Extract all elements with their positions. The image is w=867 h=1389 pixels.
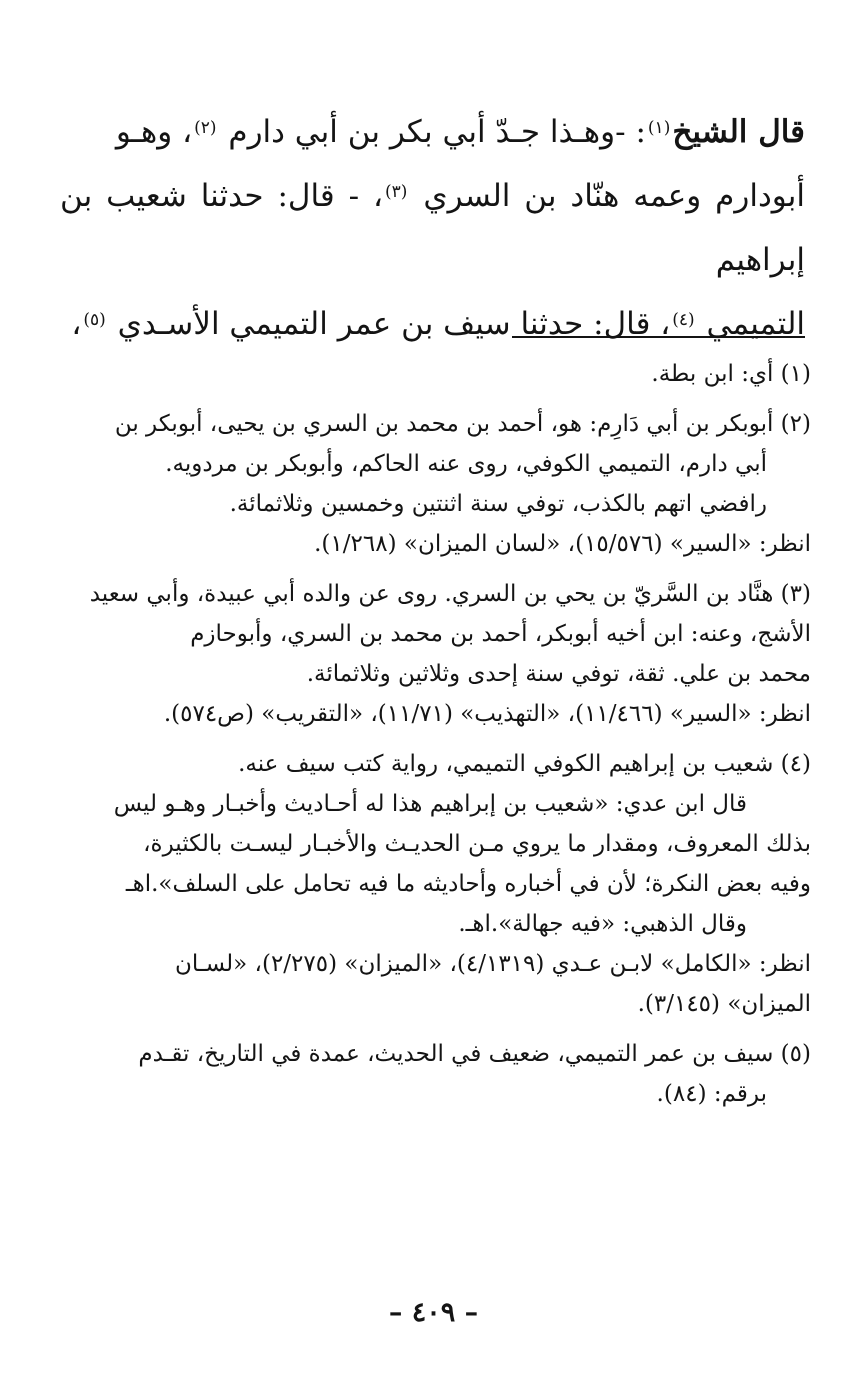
shaykh-label: قال الشيخ [672, 114, 805, 150]
footnote-line: بذلك المعروف، ومقدار ما يروي مـن الحديـث والأخبـار ليسـت بالكثيرة، [143, 831, 811, 857]
footnote-line: وفيه بعض النكرة؛ لأن في أخباره وأحاديثه ما فيه تحامل على السلف».اهـ [125, 871, 811, 897]
footnote-line: قال ابن عدي: «شعيب بن إبراهيم هذا له أحـاديث وأخبـار وهـو ليس [113, 791, 747, 817]
footnote-line: الأشج، وعنه: ابن أخيه أبوبكر، أحمد بن محمد بن السري، وأبوحازم [190, 621, 811, 647]
main-text-segment: أبودارم وعمه هنّاد بن السري [423, 178, 806, 214]
main-text-segment: ، وهـو [115, 114, 193, 150]
footnote-ref-1: (١) [647, 118, 671, 138]
footnote-line: (٤) شعيب بن إبراهيم الكوفي التميمي، رواية كتب سيف عنه. [238, 751, 811, 777]
footnote-4 [56, 744, 811, 1024]
main-text-segment: ، - قال: حدثنا شعيب بن إبراهيم [60, 178, 805, 278]
footnote-ref-3: (٣) [385, 182, 408, 202]
footnote-line: (٢) أبوبكر بن أبي دَارِم: هو، أحمد بن محمد بن السري بن يحيى، أبوبكر بن [114, 411, 811, 437]
footnote-line: انظر: «الكامل» لابـن عـدي (٤/١٣١٩)، «الميزان» (٢/٢٧٥)، «لسـان [174, 951, 811, 977]
footnote-ref-5: (٥) [83, 310, 106, 330]
main-text [60, 100, 805, 356]
footnote-3 [56, 574, 811, 734]
page-number: – ٤٠٩ – [388, 1297, 479, 1328]
footnote-line: رافضي اتهم بالكذب، توفي سنة اثنتين وخمسين وثلاثمائة. [229, 491, 767, 517]
footnote-line: الميزان» (٣/١٤٥). [637, 991, 811, 1017]
footnote-line: انظر: «السير» (١٥/٥٧٦)، «لسان الميزان» (١/٢٦٨). [314, 531, 811, 557]
footnote-line: (٥) سيف بن عمر التميمي، ضعيف في الحديث، عمدة في التاريخ، تقـدم [138, 1041, 811, 1067]
footnote-2 [56, 404, 811, 564]
footnote-line: محمد بن علي. ثقة، توفي سنة إحدى وثلاثين وثلاثمائة. [306, 661, 811, 687]
footnote-5 [56, 1034, 811, 1114]
footnote-ref-4: (٤) [672, 310, 695, 330]
footnotes [56, 354, 811, 1114]
footnote-ref-2: (٢) [194, 118, 217, 138]
footnote-line: وقال الذهبي: «فيه جهالة».اهـ. [458, 911, 747, 937]
footnote-line: برقم: (٨٤). [656, 1081, 767, 1107]
footnote-1 [56, 354, 811, 394]
main-text-segment: التميمي [706, 306, 805, 342]
main-line-2 [60, 164, 805, 292]
main-text-segment: : -وهـذا جـدّ أبي بكر بن أبي دارم [228, 114, 646, 150]
main-text-segment: ، قال: حدثنا سيف بن عمر التميمي الأسـدي [117, 306, 671, 342]
main-text-segment: ، [71, 306, 82, 342]
footnote-line: انظر: «السير» (١١/٤٦٦)، «التهذيب» (١١/٧١)، «التقريب» (ص٥٧٤). [163, 701, 811, 727]
footnote-line: أبي دارم، التميمي الكوفي، روى عنه الحاكم، وأبوبكر بن مردويه. [165, 451, 767, 477]
footnote-line: (١) أي: ابن بطة. [651, 361, 811, 387]
footnote-separator [512, 336, 805, 338]
main-line-1 [60, 100, 805, 164]
main-line-3 [60, 292, 805, 356]
footnote-line: (٣) هنَّاد بن السَّريّ بن يحي بن السري. روى عن والده أبي عبيدة، وأبي سعيد [89, 581, 811, 607]
